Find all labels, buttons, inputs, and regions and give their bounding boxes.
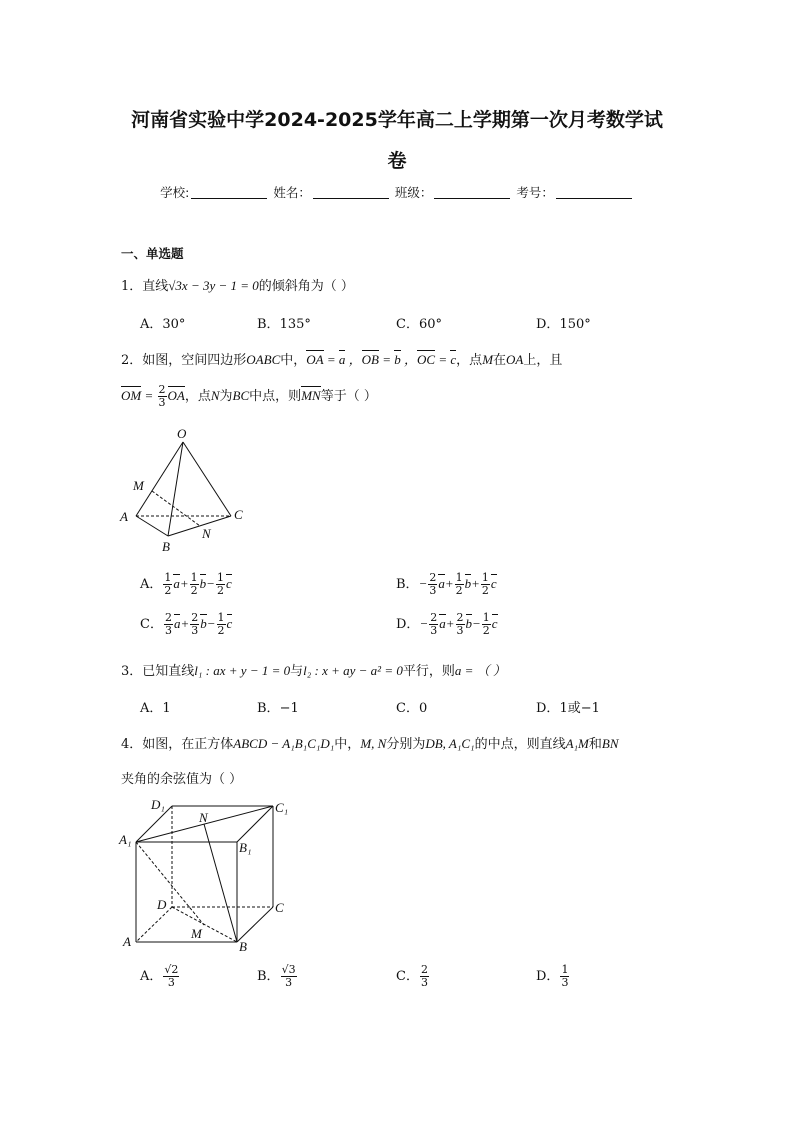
label-c: C	[275, 900, 284, 915]
label-b1: B₁	[239, 840, 252, 855]
question-2-line2: OM = $\frac{2}{3}$ OA，点N为BC中点，则MN等于（ ）	[121, 383, 377, 409]
q4-points: M, N	[360, 736, 387, 751]
q1-text-end: 的倾斜角为（ ）	[258, 279, 354, 294]
q3-option-a[interactable]: A．1	[140, 701, 171, 716]
label-n: N	[199, 810, 208, 825]
label-b: B	[162, 539, 170, 554]
q2-text-eq: 等于（ ）	[320, 389, 377, 404]
q2-text-upper: 上，且	[523, 353, 563, 368]
q3-text-mid: 与	[290, 664, 304, 679]
q2-quad-name: OABC	[246, 352, 281, 367]
name-label: 姓名：	[273, 185, 311, 200]
q4-option-b[interactable]: B． $\frac{√3}{3}$	[257, 963, 296, 989]
page-title: 河南省实验中学2024-2025学年高二上学期第一次月考数学试	[131, 109, 663, 131]
q2-option-b[interactable]: B．− $\frac{2}{3}$ a+ $\frac{1}{2}$ b+ $\frac{1}{2}$ c	[396, 571, 497, 597]
label-a: A	[120, 509, 128, 524]
q4-line-a1m: A₁M	[565, 736, 589, 751]
q2-number: 2．	[121, 353, 143, 368]
q2-option-a[interactable]: A． $\frac{1}{2}$ a+ $\frac{1}{2}$ b− $\frac{1}{2}$ c	[140, 571, 232, 597]
q4-option-d[interactable]: D． $\frac{1}{3}$	[536, 963, 569, 989]
class-label: 班级：	[394, 185, 433, 200]
q4-segments: DB, A₁C₁	[425, 736, 475, 751]
q2-text-on: 在	[493, 353, 507, 368]
label-m: M	[191, 926, 202, 941]
label-c: C	[234, 507, 243, 522]
q2-text-mid: 为	[219, 389, 233, 404]
q1-equation: √3x − 3y − 1 = 0	[168, 278, 259, 293]
q3-option-d[interactable]: D．1或−1	[536, 701, 600, 716]
q4-option-a[interactable]: A． $\frac{√2}{3}$	[140, 963, 179, 989]
q2-text: 如图，空间四边形	[142, 353, 247, 368]
label-m: M	[133, 478, 144, 493]
cube-figure	[115, 795, 295, 957]
q4-text-mid: 中，	[334, 737, 361, 752]
q2-text-point: ，点	[456, 353, 483, 368]
question-3	[121, 660, 506, 679]
exam-number-label: 考号：	[516, 185, 554, 200]
page-title-continued: 卷	[387, 150, 407, 172]
q4-text: 如图，在正方体	[142, 737, 234, 752]
school-field[interactable]	[191, 186, 267, 199]
exam-number-field[interactable]	[556, 186, 632, 199]
q3-number: 3．	[121, 664, 143, 679]
q3-option-b[interactable]: B．−1	[257, 701, 299, 716]
label-d1: D₁	[151, 797, 165, 812]
q1-option-d[interactable]: D．150°	[536, 317, 591, 332]
q3-text-end: 平行，则	[402, 664, 455, 679]
q2-text-in: 中，	[280, 353, 307, 368]
label-b: B	[239, 939, 247, 954]
q4-cube: ABCD − A₁B₁C₁D₁	[233, 736, 335, 751]
q4-option-c[interactable]: C． $\frac{2}{3}$	[396, 963, 428, 989]
q2-text-mid2: 中点，则	[249, 389, 302, 404]
q3-option-c[interactable]: C．0	[396, 701, 428, 716]
q3-line-l2: l₂ : x + ay − a² = 0	[303, 663, 403, 678]
q4-line-bn: BN	[601, 736, 619, 751]
name-field[interactable]	[313, 186, 389, 199]
q1-option-c[interactable]: C．60°	[396, 317, 442, 332]
label-o: O	[177, 426, 187, 441]
q4-text-mid2: 分别为	[386, 737, 426, 752]
student-info	[0, 183, 794, 201]
label-a: A	[123, 934, 131, 949]
q3-line-l1: l₁ : ax + y − 1 = 0	[194, 663, 291, 678]
label-c1: C₁	[275, 800, 289, 815]
q1-option-b[interactable]: B．135°	[257, 317, 311, 332]
question-1	[121, 275, 354, 294]
q1-text: 直线	[142, 279, 169, 294]
q2-option-c[interactable]: C． $\frac{2}{3}$ a+ $\frac{2}{3}$ b− $\frac{1}{2}$ c	[140, 611, 233, 637]
question-2: 2．如图，空间四边形OABC中，OA = a ，OB = b ，OC = c，点M在OA上，且	[121, 352, 563, 368]
q2-option-d[interactable]: D．− $\frac{2}{3}$ a+ $\frac{2}{3}$ b− $\frac{1}{2}$ c	[396, 611, 498, 637]
question-4	[121, 733, 619, 752]
q1-number: 1．	[121, 279, 143, 294]
tetrahedron-figure	[115, 422, 255, 557]
q3-tail: a = （ ）	[454, 663, 506, 678]
section-heading: 一、单选题	[121, 246, 184, 261]
q1-option-a[interactable]: A．30°	[140, 317, 186, 332]
school-label: 学校:	[160, 185, 190, 200]
class-field[interactable]	[434, 186, 510, 199]
question-4-line2: 夹角的余弦值为（ ）	[121, 772, 243, 787]
q2-vector-defs: OA = a ，OB = b ，OC = c	[306, 352, 457, 367]
q4-text-post: 的中点，则直线	[474, 737, 566, 752]
label-n: N	[202, 526, 211, 541]
q4-text-and: 和	[588, 737, 602, 752]
label-a1: A₁	[119, 832, 132, 847]
label-d: D	[157, 897, 167, 912]
q3-text: 已知直线	[142, 664, 195, 679]
q4-number: 4．	[121, 737, 143, 752]
